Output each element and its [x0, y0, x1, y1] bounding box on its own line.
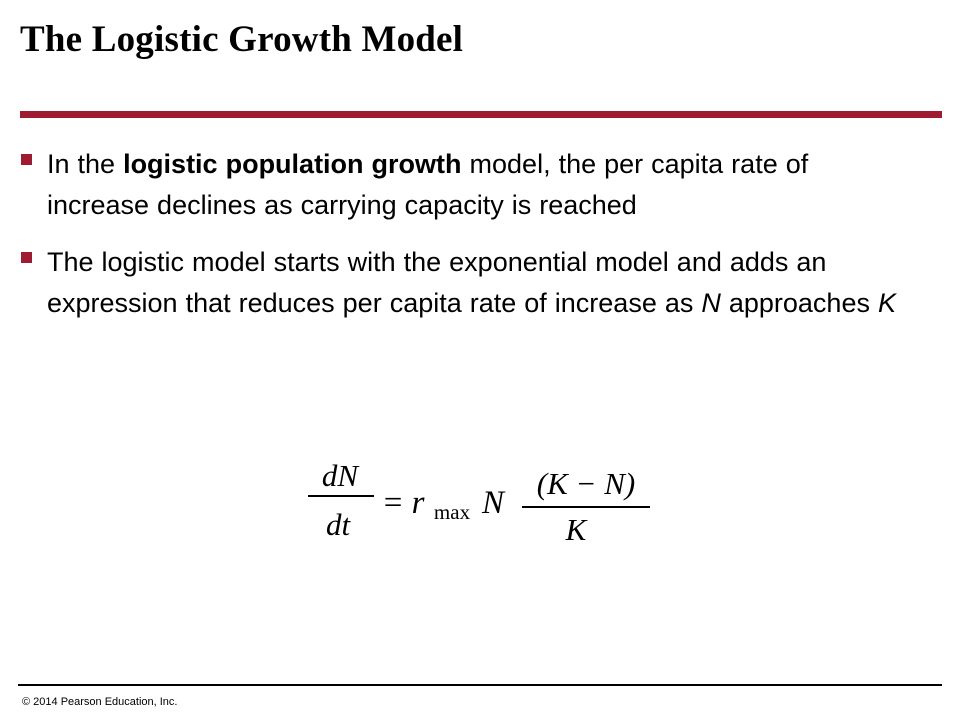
rate-symbol: r	[411, 485, 425, 521]
population-symbol: N	[481, 485, 505, 521]
variable-k: K	[877, 287, 896, 318]
variable-n: N	[701, 287, 721, 318]
bullet-text-intro: The logistic model starts with the exponential model and adds an expression that reduces per capita rate of increase as	[47, 247, 827, 318]
copyright-notice: © 2014 Pearson Education, Inc.	[22, 696, 178, 708]
bullet-text-mid: approaches	[720, 287, 878, 318]
footer-divider	[18, 684, 942, 686]
rhs-numerator: (K − N)	[536, 466, 636, 501]
logistic-equation	[300, 452, 670, 562]
bullet-list	[18, 144, 918, 340]
square-bullet-icon	[21, 252, 32, 263]
rhs-denominator: K	[565, 512, 587, 547]
lhs-denominator: dt	[325, 507, 351, 542]
lhs-numerator: dN	[321, 458, 359, 493]
bullet-item	[18, 242, 918, 323]
bullet-text-rest: model, the per capita rate of increase declines as carrying capacity is reached	[47, 149, 809, 220]
equals-sign: =	[383, 485, 403, 521]
rate-subscript: max	[433, 500, 471, 524]
square-bullet-icon	[21, 154, 32, 165]
bullet-item	[18, 144, 918, 225]
bullet-emphasis: logistic population growth	[123, 149, 462, 179]
slide-title: The Logistic Growth Model	[20, 19, 464, 60]
bullet-text-intro: In the	[47, 149, 124, 179]
title-divider	[20, 111, 942, 118]
